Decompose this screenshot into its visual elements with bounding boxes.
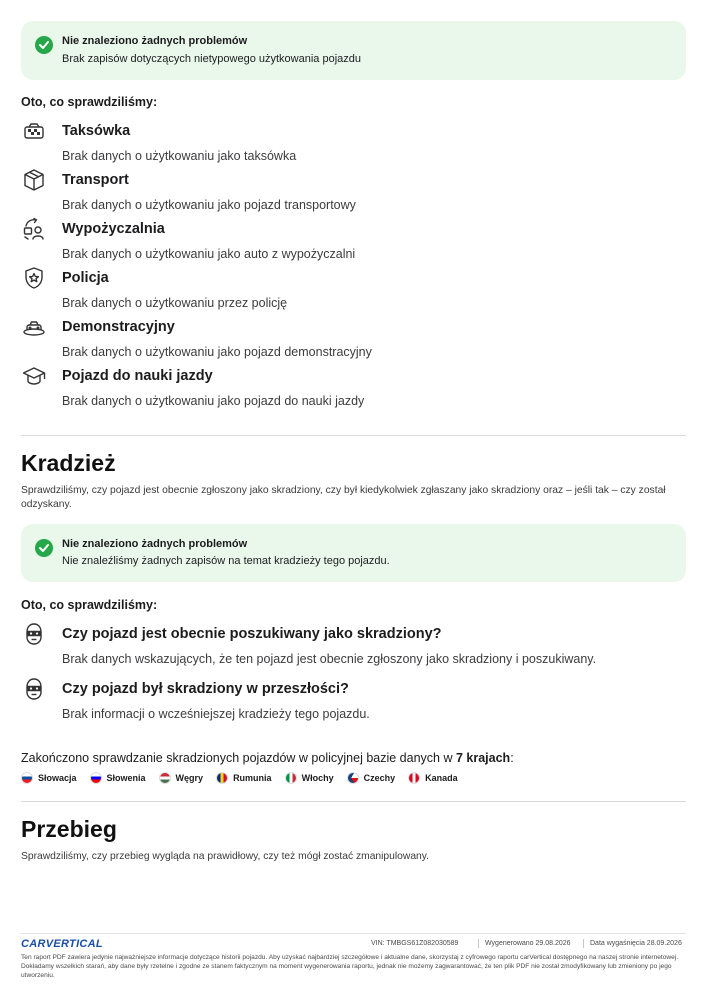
- usage-item-desc: Brak danych o użytkowaniu jako pojazd transportowy: [62, 198, 356, 212]
- country-name: Kanada: [425, 773, 458, 783]
- footer-vin: VIN: TMBGS61Z082030589: [371, 940, 459, 947]
- usage-item-title: Pojazd do nauki jazdy: [62, 368, 213, 384]
- theft-item-title: Czy pojazd jest obecnie poszukiwany jako skradziony?: [62, 626, 442, 642]
- section-divider: [21, 435, 686, 436]
- footer-separator: [583, 939, 584, 948]
- mileage-section-description: Sprawdziliśmy, czy przebieg wygląda na prawidłowy, czy też mógł zostać zmanipulowany.: [21, 851, 430, 862]
- check-circle-icon: [35, 539, 53, 557]
- police-database-summary: [21, 751, 514, 765]
- country-name: Słowenia: [106, 773, 146, 783]
- flag-icon: [21, 772, 33, 784]
- flag-icon: [347, 772, 359, 784]
- usage-item-desc: Brak danych o użytkowaniu jako pojazd do nauki jazdy: [62, 394, 365, 408]
- usage-item-desc: Brak danych o użytkowaniu jako pojazd demonstracyjny: [62, 345, 372, 359]
- check-circle-icon: [35, 36, 53, 54]
- theft-banner-text: Nie znaleźliśmy żadnych zapisów na temat kradzieży tego pojazdu.: [62, 555, 390, 567]
- country-name: Czechy: [363, 773, 396, 783]
- usage-item-title: Wypożyczalnia: [62, 221, 165, 237]
- country-item: [90, 772, 146, 784]
- flag-icon: [285, 772, 297, 784]
- usage-item-title: Policja: [62, 270, 109, 286]
- usage-item-title: Transport: [62, 172, 129, 188]
- db-line-prefix: Zakończono sprawdzanie skradzionych pojazdów w policyjnej bazie danych w: [21, 751, 456, 765]
- theft-item-desc: Brak informacji o wcześniejszej kradzieży tego pojazdu.: [62, 707, 370, 721]
- db-line-count: 7 krajach: [455, 751, 511, 765]
- theft-banner-title: Nie znaleziono żadnych problemów: [62, 538, 248, 550]
- country-item: [159, 772, 204, 784]
- usage-item-desc: Brak danych o użytkowaniu przez policję: [62, 296, 288, 310]
- country-item: [347, 772, 396, 784]
- taxi-icon: [22, 120, 46, 144]
- usage-item-desc: Brak danych o użytkowaniu jako taksówka: [62, 149, 297, 163]
- country-item: [408, 772, 458, 784]
- country-name: Słowacja: [38, 773, 77, 783]
- country-item: [216, 772, 272, 784]
- footer-disclaimer: Ten raport PDF zawiera jedynie najważniejsze informacje dotyczące historii pojazdu. Aby uzyskać najbardziej szczegółowe i aktualne dane, skorzystaj z cyfrowego raportu carVertical dostępnego na naszej stronie internetowej. Dokładamy wszelkich starań, aby dane były rzetelne i zgodne ze stanem faktycznym na moment wygenerowania raportu, jednak nie możemy zagwarantować, że ten plik PDF nie został zmodyfikowany lub zmieniony po jego utworzeniu.: [21, 954, 679, 979]
- footer-separator: [478, 939, 479, 948]
- usage-status-banner: [21, 21, 686, 80]
- thief-mask-icon: [22, 677, 46, 701]
- checked-countries-list: [21, 772, 471, 784]
- usage-banner-title: Nie znaleziono żadnych problemów: [62, 35, 248, 47]
- usage-banner-text: Brak zapisów dotyczących nietypowego użytkowania pojazdu: [62, 53, 361, 65]
- rental-icon: [22, 217, 46, 241]
- theft-item-title: Czy pojazd był skradziony w przeszłości?: [62, 681, 349, 697]
- usage-item-desc: Brak danych o użytkowaniu jako auto z wypożyczalni: [62, 247, 356, 261]
- country-name: Rumunia: [233, 773, 272, 783]
- theft-item-desc: Brak danych wskazujących, że ten pojazd jest obecnie zgłoszony jako skradziony i poszukiwany.: [62, 652, 597, 666]
- flag-icon: [408, 772, 420, 784]
- usage-item-title: Demonstracyjny: [62, 319, 175, 335]
- carvertical-logo: CARVERTICAL: [21, 938, 103, 950]
- footer-expiry-date: Data wygaśnięcia 28.09.2026: [590, 940, 682, 947]
- country-name: Węgry: [175, 773, 204, 783]
- theft-section-description: Sprawdziliśmy, czy pojazd jest obecnie zgłoszony jako skradziony, czy był kiedykolwiek zgłaszany jako skradziony oraz – jeśli tak – czy został odzyskany.: [21, 485, 666, 510]
- section-divider: [21, 801, 686, 802]
- footer-generated-date: Wygenerowano 29.08.2026: [485, 940, 571, 947]
- theft-section-title: Kradzież: [21, 450, 116, 476]
- theft-status-banner: [21, 524, 686, 582]
- flag-icon: [159, 772, 171, 784]
- usage-item-title: Taksówka: [62, 123, 131, 139]
- package-icon: [22, 168, 46, 192]
- flag-icon: [90, 772, 102, 784]
- flag-icon: [216, 772, 228, 784]
- footer-divider: [21, 933, 686, 934]
- theft-checked-label: Oto, co sprawdziliśmy:: [21, 598, 158, 612]
- usage-checked-label: Oto, co sprawdziliśmy:: [21, 95, 158, 109]
- country-item: [285, 772, 334, 784]
- mileage-section-title: Przebieg: [21, 816, 117, 842]
- country-name: Włochy: [301, 773, 334, 783]
- police-badge-icon: [22, 266, 46, 290]
- country-item: [21, 772, 77, 784]
- thief-mask-icon: [22, 622, 46, 646]
- db-line-suffix: :: [510, 751, 514, 765]
- demo-car-icon: [22, 315, 46, 339]
- graduation-cap-icon: [22, 364, 46, 388]
